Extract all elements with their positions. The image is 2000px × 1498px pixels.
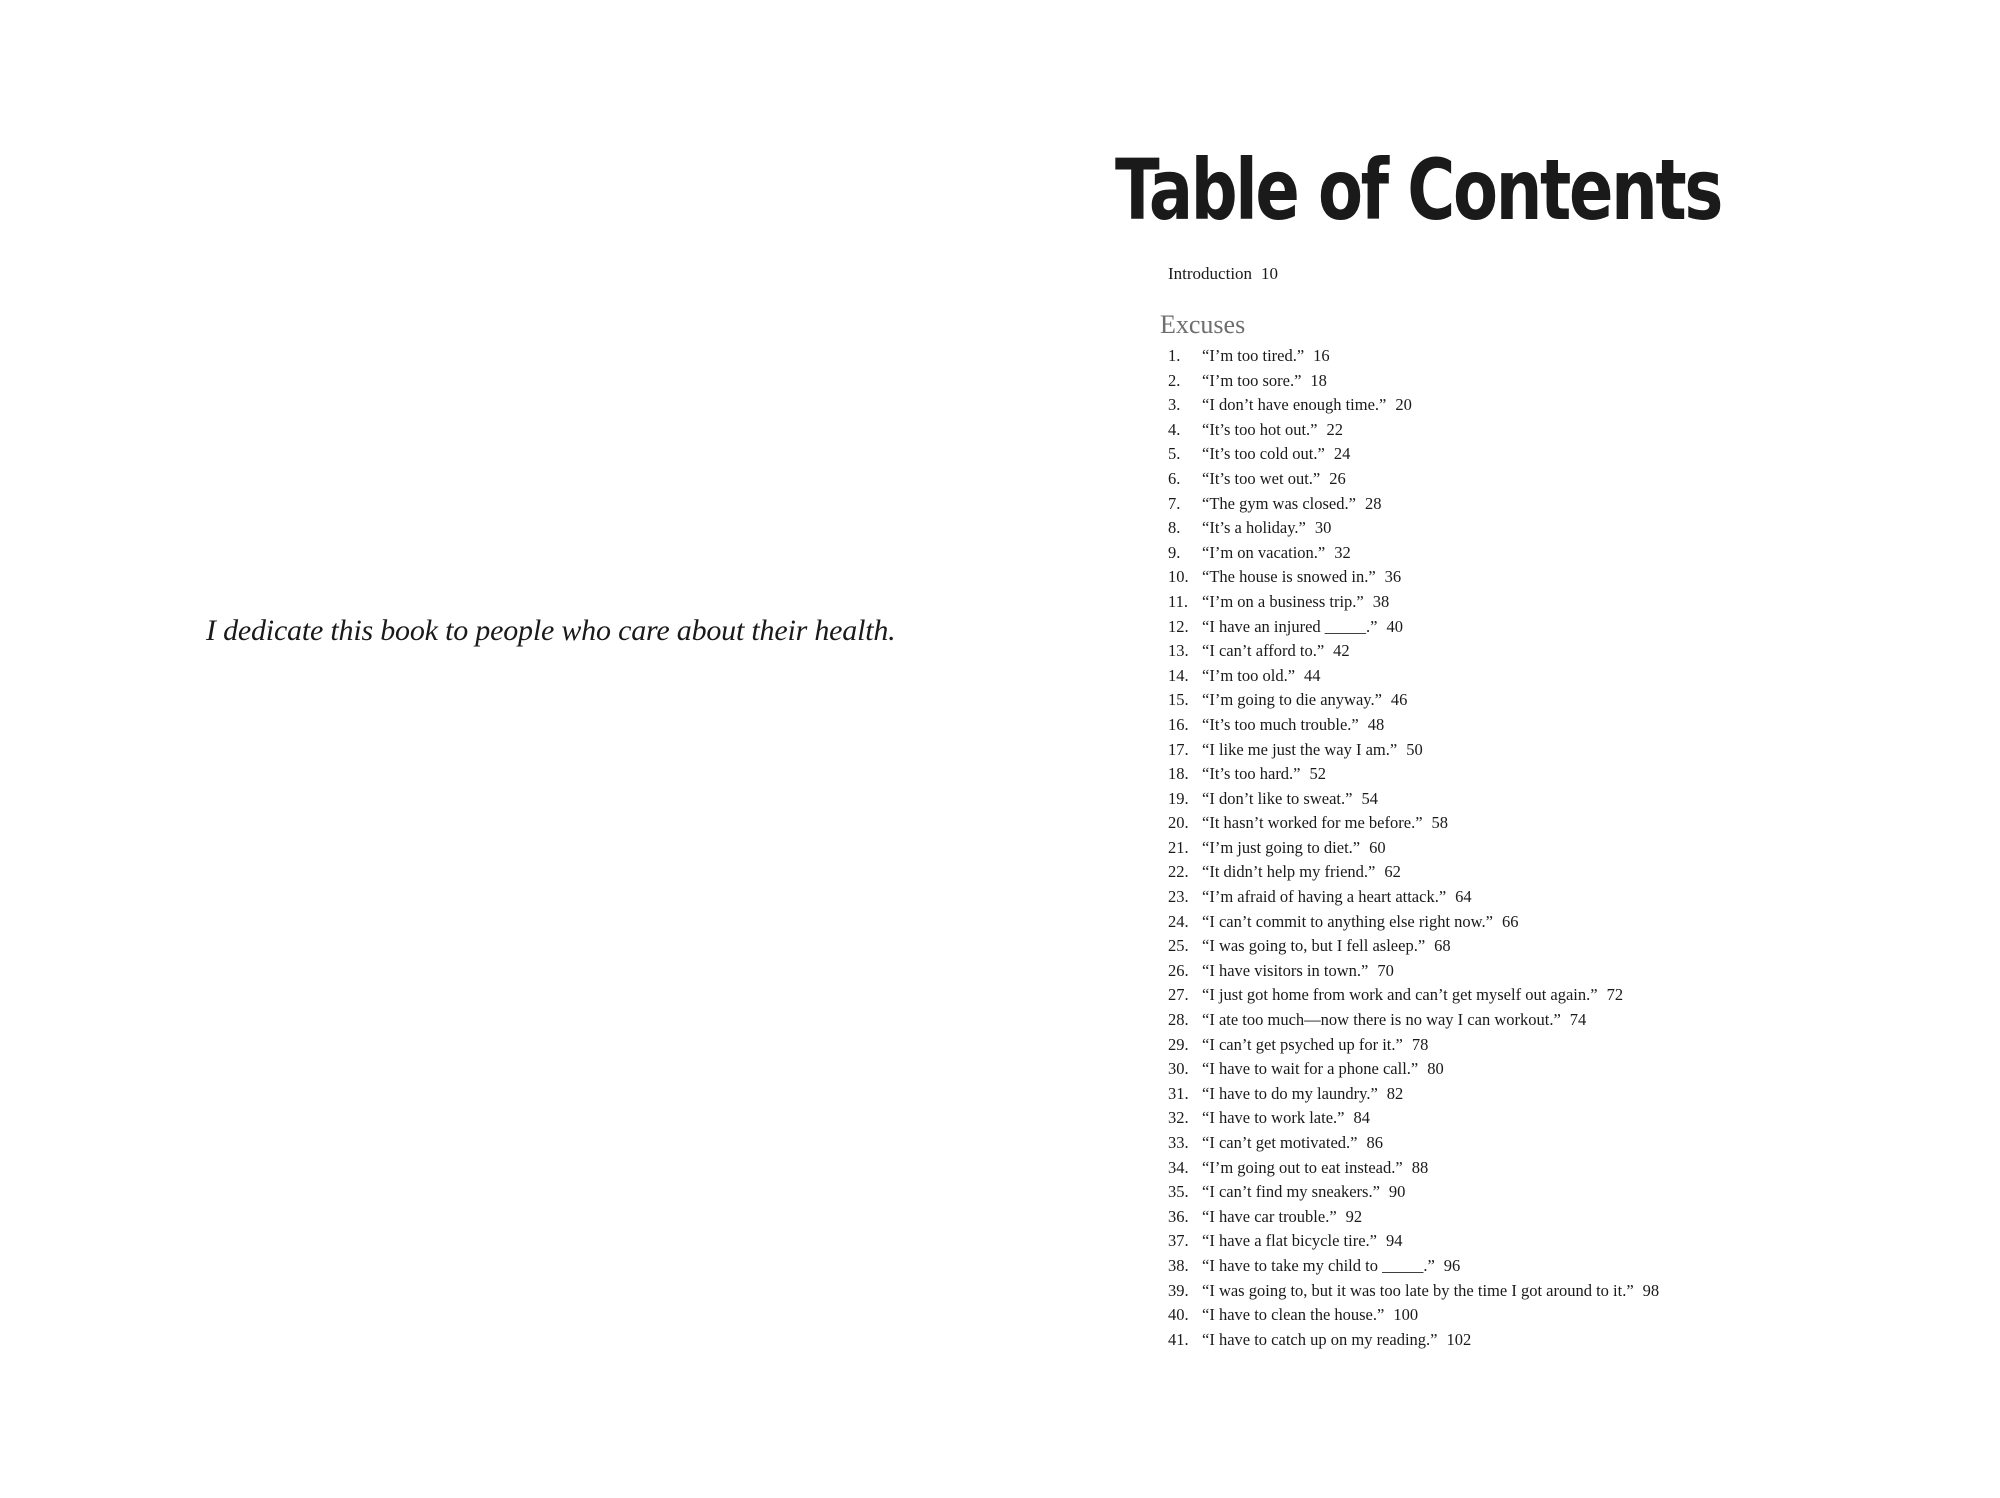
toc-entry-number: 16. bbox=[1168, 714, 1189, 734]
toc-entry-page: 80 bbox=[1427, 1059, 1444, 1079]
toc-entry-number: 10. bbox=[1168, 567, 1189, 587]
toc-entry-number: 12. bbox=[1168, 616, 1189, 636]
toc-entry-title: “I have to clean the house.” bbox=[1202, 1305, 1385, 1325]
toc-entry-number: 7. bbox=[1168, 493, 1181, 513]
toc-entry-page: 102 bbox=[1446, 1329, 1472, 1349]
toc-entry-title: “I like me just the way I am.” bbox=[1202, 739, 1398, 759]
toc-entry-number: 31. bbox=[1168, 1083, 1189, 1103]
toc-entry-page: 66 bbox=[1501, 911, 1519, 931]
toc-entry-number: 38. bbox=[1168, 1255, 1189, 1275]
toc-entry-number: 37. bbox=[1168, 1231, 1189, 1251]
toc-entry[interactable] bbox=[1168, 885, 1659, 910]
toc-entry-number: 1. bbox=[1168, 346, 1181, 365]
toc-list bbox=[1168, 344, 1659, 1352]
toc-entry-page: 28 bbox=[1364, 493, 1382, 513]
toc-entry[interactable] bbox=[1168, 1205, 1659, 1230]
toc-entry-page: 62 bbox=[1384, 862, 1401, 882]
toc-entry[interactable] bbox=[1168, 1131, 1659, 1156]
dedication-text: I dedicate this book to people who care about their health. bbox=[206, 614, 896, 647]
toc-introduction-label: Introduction bbox=[1168, 264, 1253, 283]
toc-entry[interactable] bbox=[1168, 1008, 1659, 1033]
toc-entry-page: 70 bbox=[1377, 960, 1394, 980]
toc-entry-title: “It’s too much trouble.” bbox=[1202, 714, 1359, 734]
toc-entry-page: 20 bbox=[1395, 395, 1412, 415]
toc-entry-number: 24. bbox=[1168, 911, 1189, 931]
toc-entry-page: 86 bbox=[1366, 1133, 1383, 1152]
toc-entry-title: “I’m on vacation.” bbox=[1202, 542, 1326, 562]
toc-entry-page: 50 bbox=[1406, 739, 1423, 759]
toc-entry-number: 21. bbox=[1168, 837, 1189, 857]
toc-entry-title: “I have to work late.” bbox=[1202, 1108, 1345, 1128]
toc-entry[interactable] bbox=[1168, 393, 1659, 418]
toc-entry-title: “I have to wait for a phone call.” bbox=[1202, 1059, 1419, 1079]
toc-entry-title: “It’s too hot out.” bbox=[1202, 419, 1318, 439]
toc-entry-page: 78 bbox=[1411, 1034, 1429, 1054]
toc-entry[interactable] bbox=[1168, 418, 1659, 443]
toc-entry-title: “I can’t find my sneakers.” bbox=[1202, 1182, 1380, 1202]
toc-entry-number: 22. bbox=[1168, 862, 1189, 882]
toc-entry-page: 24 bbox=[1333, 444, 1351, 464]
toc-entry-page: 54 bbox=[1361, 788, 1378, 808]
toc-entry-title: “I can’t afford to.” bbox=[1202, 641, 1325, 661]
toc-entry-number: 40. bbox=[1168, 1305, 1189, 1325]
toc-entry-title: “I have a flat bicycle tire.” bbox=[1202, 1231, 1377, 1251]
toc-entry-page: 18 bbox=[1310, 370, 1327, 390]
toc-entry-page: 42 bbox=[1333, 641, 1350, 661]
toc-entry-number: 29. bbox=[1168, 1034, 1189, 1054]
toc-entry-page: 64 bbox=[1455, 887, 1472, 907]
toc-entry-title: “I can’t get motivated.” bbox=[1202, 1133, 1358, 1152]
toc-entry-title: “I have to catch up on my reading.” bbox=[1202, 1329, 1438, 1349]
toc-entry[interactable] bbox=[1168, 688, 1659, 713]
toc-entry-title: “I’m too sore.” bbox=[1202, 370, 1302, 390]
toc-entry[interactable] bbox=[1168, 1057, 1659, 1082]
toc-entry-number: 2. bbox=[1168, 370, 1181, 390]
toc-entry-number: 11. bbox=[1168, 591, 1189, 611]
toc-entry-title: “It’s too cold out.” bbox=[1202, 444, 1325, 464]
toc-entry-number: 3. bbox=[1168, 395, 1181, 415]
toc-entry-page: 22 bbox=[1326, 419, 1343, 439]
toc-entry-page: 30 bbox=[1314, 518, 1332, 538]
toc-introduction-page: 10 bbox=[1261, 264, 1279, 283]
toc-entry[interactable] bbox=[1168, 344, 1659, 369]
toc-entry-number: 17. bbox=[1168, 739, 1189, 759]
toc-entry-number: 27. bbox=[1168, 985, 1189, 1005]
toc-entry-title: “I can’t get psyched up for it.” bbox=[1202, 1034, 1403, 1054]
toc-entry-title: “I don’t like to sweat.” bbox=[1202, 788, 1353, 808]
toc-entry[interactable] bbox=[1168, 541, 1659, 566]
toc-entry-page: 84 bbox=[1353, 1108, 1370, 1128]
toc-entry-title: “I’m going out to eat instead.” bbox=[1202, 1157, 1403, 1177]
toc-entry[interactable] bbox=[1168, 1180, 1659, 1205]
toc-entry-number: 6. bbox=[1168, 468, 1181, 488]
toc-entry-page: 68 bbox=[1434, 936, 1451, 956]
toc-entry-page: 16 bbox=[1313, 346, 1330, 365]
toc-introduction-entry[interactable] bbox=[1168, 264, 1278, 284]
toc-entry[interactable] bbox=[1168, 516, 1659, 541]
toc-entry-page: 98 bbox=[1642, 1280, 1660, 1300]
toc-entry-title: “I’m just going to diet.” bbox=[1202, 837, 1361, 857]
toc-entry-page: 46 bbox=[1390, 690, 1408, 710]
toc-entry-title: “The house is snowed in.” bbox=[1202, 567, 1376, 587]
toc-entry-page: 90 bbox=[1388, 1182, 1406, 1202]
toc-entry[interactable] bbox=[1168, 1106, 1659, 1131]
toc-entry-title: “I was going to, but it was too late by the time I got around to it.” bbox=[1202, 1280, 1634, 1300]
toc-entry[interactable] bbox=[1168, 467, 1659, 492]
toc-entry-title: “It didn’t help my friend.” bbox=[1202, 862, 1376, 882]
toc-entry[interactable] bbox=[1168, 639, 1659, 664]
toc-entry[interactable] bbox=[1168, 787, 1659, 812]
toc-entry-title: “I can’t commit to anything else right now.” bbox=[1202, 911, 1493, 931]
toc-entry-title: “I have visitors in town.” bbox=[1202, 960, 1369, 980]
toc-entry-title: “It’s too hard.” bbox=[1202, 764, 1301, 784]
toc-entry-title: “I’m too old.” bbox=[1202, 665, 1296, 685]
toc-entry[interactable] bbox=[1168, 1082, 1659, 1107]
toc-entry[interactable] bbox=[1168, 1156, 1659, 1181]
toc-entry-title: “It hasn’t worked for me before.” bbox=[1202, 813, 1423, 833]
toc-entry-number: 35. bbox=[1168, 1182, 1189, 1202]
toc-entry-number: 36. bbox=[1168, 1206, 1189, 1226]
toc-entry[interactable] bbox=[1168, 860, 1659, 885]
toc-entry-number: 14. bbox=[1168, 665, 1189, 685]
toc-entry-title: “The gym was closed.” bbox=[1202, 493, 1356, 513]
toc-entry[interactable] bbox=[1168, 959, 1659, 984]
toc-entry-page: 88 bbox=[1411, 1157, 1429, 1177]
toc-entry[interactable] bbox=[1168, 442, 1659, 467]
toc-entry-number: 9. bbox=[1168, 542, 1181, 562]
toc-entry-title: “I have car trouble.” bbox=[1202, 1206, 1337, 1226]
toc-entry-number: 8. bbox=[1168, 518, 1181, 538]
toc-entry[interactable] bbox=[1168, 492, 1659, 517]
toc-entry[interactable] bbox=[1168, 565, 1659, 590]
toc-entry-number: 4. bbox=[1168, 419, 1181, 439]
toc-entry[interactable] bbox=[1168, 983, 1659, 1008]
toc-entry-title: “I’m too tired.” bbox=[1202, 346, 1305, 365]
toc-entry-number: 32. bbox=[1168, 1108, 1189, 1128]
toc-entry-title: “I’m afraid of having a heart attack.” bbox=[1202, 887, 1447, 907]
toc-entry-number: 20. bbox=[1168, 813, 1189, 833]
toc-entry-page: 92 bbox=[1345, 1206, 1363, 1226]
toc-entry-title: “It’s a holiday.” bbox=[1202, 518, 1306, 538]
toc-entry-page: 44 bbox=[1304, 665, 1321, 685]
toc-entry[interactable] bbox=[1168, 1328, 1659, 1353]
toc-entry[interactable] bbox=[1168, 615, 1659, 640]
toc-entry-page: 58 bbox=[1431, 813, 1449, 833]
toc-entry[interactable] bbox=[1168, 1229, 1659, 1254]
toc-entry-page: 36 bbox=[1384, 567, 1402, 587]
toc-entry-page: 40 bbox=[1386, 616, 1403, 636]
toc-entry[interactable] bbox=[1168, 1279, 1659, 1304]
toc-entry-page: 74 bbox=[1569, 1010, 1587, 1030]
toc-entry-number: 39. bbox=[1168, 1280, 1189, 1300]
toc-entry-title: “I ate too much—now there is no way I can workout.” bbox=[1202, 1010, 1561, 1030]
toc-entry-title: “I’m on a business trip.” bbox=[1202, 591, 1364, 611]
toc-entry-page: 94 bbox=[1385, 1231, 1403, 1251]
toc-entry-page: 82 bbox=[1386, 1083, 1404, 1103]
toc-entry[interactable] bbox=[1168, 1033, 1659, 1058]
toc-entry-number: 25. bbox=[1168, 936, 1189, 956]
toc-entry-page: 96 bbox=[1443, 1255, 1461, 1275]
toc-entry-number: 19. bbox=[1168, 788, 1189, 808]
toc-entry-page: 48 bbox=[1367, 714, 1385, 734]
toc-entry[interactable] bbox=[1168, 590, 1659, 615]
toc-entry[interactable] bbox=[1168, 1254, 1659, 1279]
toc-entry-title: “It’s too wet out.” bbox=[1202, 468, 1321, 488]
toc-entry-number: 28. bbox=[1168, 1010, 1189, 1030]
toc-entry-number: 34. bbox=[1168, 1157, 1189, 1177]
toc-entry-title: “I just got home from work and can’t get myself out again.” bbox=[1202, 985, 1598, 1005]
toc-entry-number: 30. bbox=[1168, 1059, 1189, 1079]
toc-entry-page: 38 bbox=[1372, 591, 1390, 611]
toc-entry-number: 26. bbox=[1168, 960, 1189, 980]
toc-entry-title: “I don’t have enough time.” bbox=[1202, 395, 1387, 415]
toc-entry-number: 13. bbox=[1168, 641, 1189, 661]
toc-entry[interactable] bbox=[1168, 811, 1659, 836]
toc-entry-title: “I’m going to die anyway.” bbox=[1202, 690, 1382, 710]
toc-entry[interactable] bbox=[1168, 762, 1659, 787]
toc-entry[interactable] bbox=[1168, 664, 1659, 689]
toc-entry-title: “I was going to, but I fell asleep.” bbox=[1202, 936, 1426, 956]
toc-entry-page: 60 bbox=[1369, 837, 1386, 857]
toc-entry[interactable] bbox=[1168, 910, 1659, 935]
toc-entry-title: “I have to do my laundry.” bbox=[1202, 1083, 1378, 1103]
toc-entry[interactable] bbox=[1168, 934, 1659, 959]
toc-entry-number: 33. bbox=[1168, 1133, 1189, 1152]
toc-entry-number: 15. bbox=[1168, 690, 1189, 710]
table-of-contents-page bbox=[1000, 0, 2000, 1498]
toc-entry-page: 32 bbox=[1334, 542, 1351, 562]
toc-entry-number: 41. bbox=[1168, 1329, 1189, 1349]
toc-entry-number: 5. bbox=[1168, 444, 1181, 464]
toc-entry[interactable] bbox=[1168, 836, 1659, 861]
toc-entry[interactable] bbox=[1168, 738, 1659, 763]
toc-entry-page: 52 bbox=[1309, 764, 1327, 784]
toc-entry[interactable] bbox=[1168, 1303, 1659, 1328]
toc-entry-title: “I have an injured _____.” bbox=[1202, 616, 1378, 636]
toc-entry-number: 18. bbox=[1168, 764, 1189, 784]
toc-entry[interactable] bbox=[1168, 369, 1659, 394]
toc-entry-page: 26 bbox=[1329, 468, 1346, 488]
toc-entry-title: “I have to take my child to _____.” bbox=[1202, 1255, 1435, 1275]
section-heading: Excuses bbox=[1160, 310, 1246, 339]
toc-entry[interactable] bbox=[1168, 713, 1659, 738]
toc-entry-page: 100 bbox=[1393, 1305, 1419, 1325]
toc-entry-number: 23. bbox=[1168, 887, 1189, 907]
toc-entry-page: 72 bbox=[1606, 985, 1624, 1005]
page-title: Table of Contents bbox=[1114, 141, 1721, 239]
